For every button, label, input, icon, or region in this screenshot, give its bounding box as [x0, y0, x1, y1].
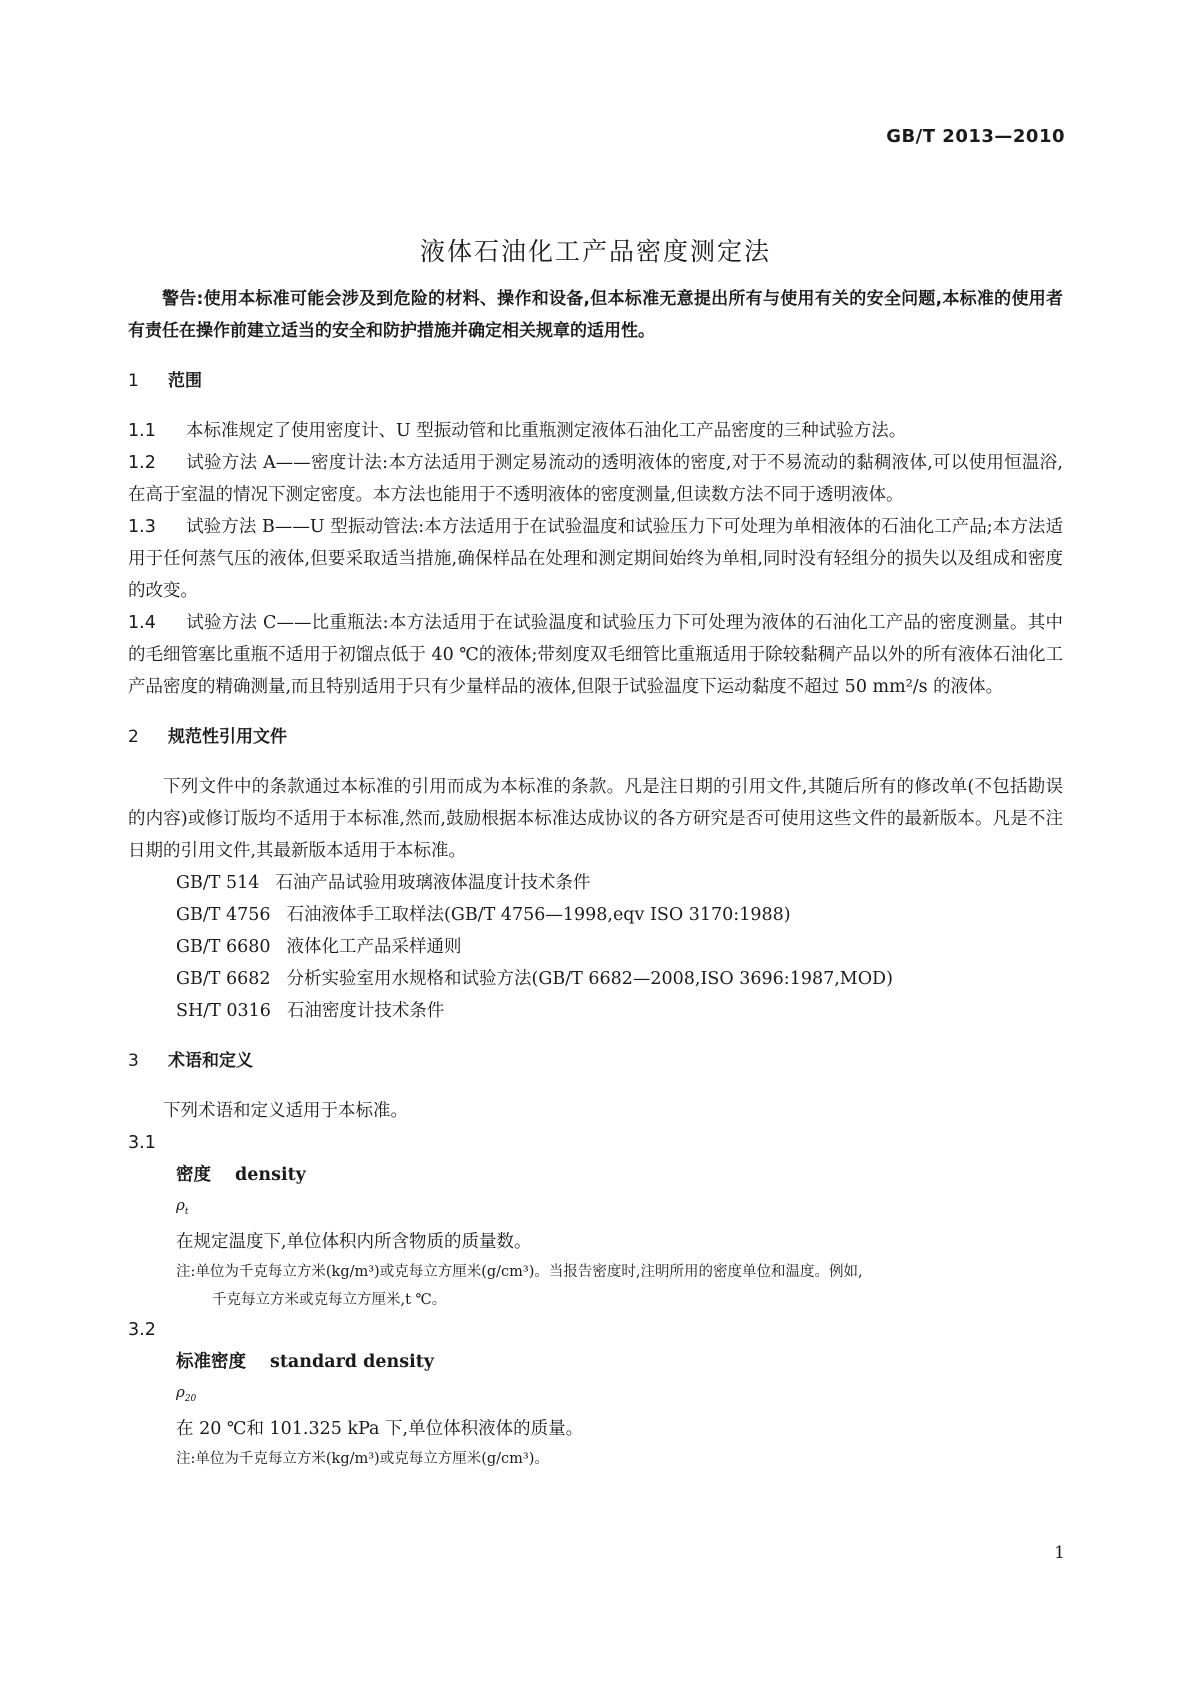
term-name-en: density [235, 1165, 306, 1185]
term-name [176, 1159, 1063, 1191]
terms-intro: 下列术语和定义适用于本标准。 [163, 1101, 408, 1121]
list-item [176, 931, 1063, 963]
list-item [176, 867, 1063, 899]
reference-code: GB/T 6680 [176, 937, 271, 957]
symbol-subscript: t [184, 1207, 189, 1217]
reference-title: 石油液体手工取样法(GB/T 4756—1998,eqv ISO 3170:1988) [286, 905, 791, 925]
section-1-heading [128, 365, 1063, 397]
reference-code: GB/T 4756 [176, 905, 271, 925]
term-note: 注:单位为千克每立方米(kg/m³)或克每立方厘米(g/cm³)。当报告密度时,注明所用的密度单位和温度。例如, [176, 1264, 863, 1280]
section-number: 2 [128, 727, 139, 747]
clause-1-1 [128, 415, 1063, 447]
term-number: 3.1 [128, 1133, 156, 1153]
term-3-1 [128, 1159, 1063, 1314]
clause-number: 1.3 [128, 517, 156, 537]
reference-title: 分析实验室用水规格和试验方法(GB/T 6682—2008,ISO 3696:1987,MOD) [286, 969, 893, 989]
section-title: 规范性引用文件 [168, 727, 287, 747]
term-name-zh: 密度 [176, 1165, 211, 1185]
page-number: 1 [1054, 1543, 1065, 1563]
term-definition: 在 20 ℃和 101.325 kPa 下,单位体积液体的质量。 [176, 1419, 584, 1439]
reference-list [128, 867, 1063, 1027]
clause-number: 1.2 [128, 453, 156, 473]
clause-text: 本标准规定了使用密度计、U 型振动管和比重瓶测定液体石油化工产品密度的三种试验方法。 [186, 421, 907, 441]
list-item [176, 995, 1063, 1027]
reference-code: GB/T 6682 [176, 969, 271, 989]
clause-number: 1.4 [128, 613, 156, 633]
reference-title: 石油密度计技术条件 [286, 1001, 445, 1021]
term-symbol: $\rho_t$ [176, 1196, 189, 1217]
symbol-subscript: 20 [184, 1394, 197, 1404]
clause-text: 试验方法 A——密度计法:本方法适用于测定易流动的透明液体的密度,对于不易流动的黏稠液体,可以使用恒温浴,在高于室温的情况下测定密度。本方法也能用于不透明液体的密度测量,但读数方法不同于透明液体。 [128, 453, 1063, 505]
standard-code: GB/T 2013—2010 [886, 126, 1065, 147]
term-definition: 在规定温度下,单位体积内所含物质的质量数。 [176, 1232, 532, 1252]
clause-1-4 [128, 607, 1063, 703]
reference-title: 石油产品试验用玻璃液体温度计技术条件 [275, 873, 591, 893]
clause-text: 试验方法 C——比重瓶法:本方法适用于在试验温度和试验压力下可处理为液体的石油化工产品的密度测量。其中的毛细管塞比重瓶不适用于初馏点低于 40 ℃的液体;带刻度双毛细管比重瓶适用于除较黏稠产品以外的所有液体石油化工产品密度的精确测量,而且特别适用于只有少量样品的液体,但限于试验温度下运动黏度不超过 50 mm²/s 的液体。 [128, 613, 1063, 697]
list-item [176, 899, 1063, 931]
section-title: 范围 [168, 371, 202, 391]
reference-code: GB/T 514 [176, 873, 260, 893]
term-name-en: standard density [270, 1352, 434, 1372]
section-2-heading [128, 721, 1063, 753]
term-name-zh: 标准密度 [176, 1352, 246, 1372]
term-note: 注:单位为千克每立方米(kg/m³)或克每立方厘米(g/cm³)。 [176, 1451, 549, 1467]
warning-paragraph: 警告:使用本标准可能会涉及到危险的材料、操作和设备,但本标准无意提出所有与使用有关的安全问题,本标准的使用者有责任在操作前建立适当的安全和防护措施并确定相关规章的适用性。 [128, 289, 1063, 341]
document-title: 液体石油化工产品密度测定法 [419, 237, 771, 266]
list-item [176, 963, 1063, 995]
section-title: 术语和定义 [168, 1051, 253, 1071]
term-symbol: $\rho_{20}$ [176, 1383, 197, 1404]
section-number: 3 [128, 1051, 139, 1071]
references-intro: 下列文件中的条款通过本标准的引用而成为本标准的条款。凡是注日期的引用文件,其随后所有的修改单(不包括勘误的内容)或修订版均不适用于本标准,然而,鼓励根据本标准达成协议的各方研究是否可使用这些文件的最新版本。凡是不注日期的引用文件,其最新版本适用于本标准。 [128, 777, 1063, 861]
clause-1-2 [128, 447, 1063, 511]
term-number: 3.2 [128, 1320, 156, 1340]
clause-1-3 [128, 511, 1063, 607]
term-3-2 [128, 1346, 1063, 1473]
term-name [176, 1346, 1063, 1378]
section-3-heading [128, 1045, 1063, 1077]
clause-number: 1.1 [128, 421, 156, 441]
reference-title: 液体化工产品采样通则 [286, 937, 462, 957]
clause-text: 试验方法 B——U 型振动管法:本方法适用于在试验温度和试验压力下可处理为单相液体的石油化工产品;本方法适用于任何蒸气压的液体,但要采取适当措施,确保样品在处理和测定期间始终为单相,同时没有轻组分的损失以及组成和密度的改变。 [128, 517, 1063, 601]
section-number: 1 [128, 371, 139, 391]
reference-code: SH/T 0316 [176, 1001, 271, 1021]
term-note-continued: 千克每立方米或克每立方厘米,t ℃。 [212, 1292, 447, 1308]
document-body [128, 283, 1063, 1473]
